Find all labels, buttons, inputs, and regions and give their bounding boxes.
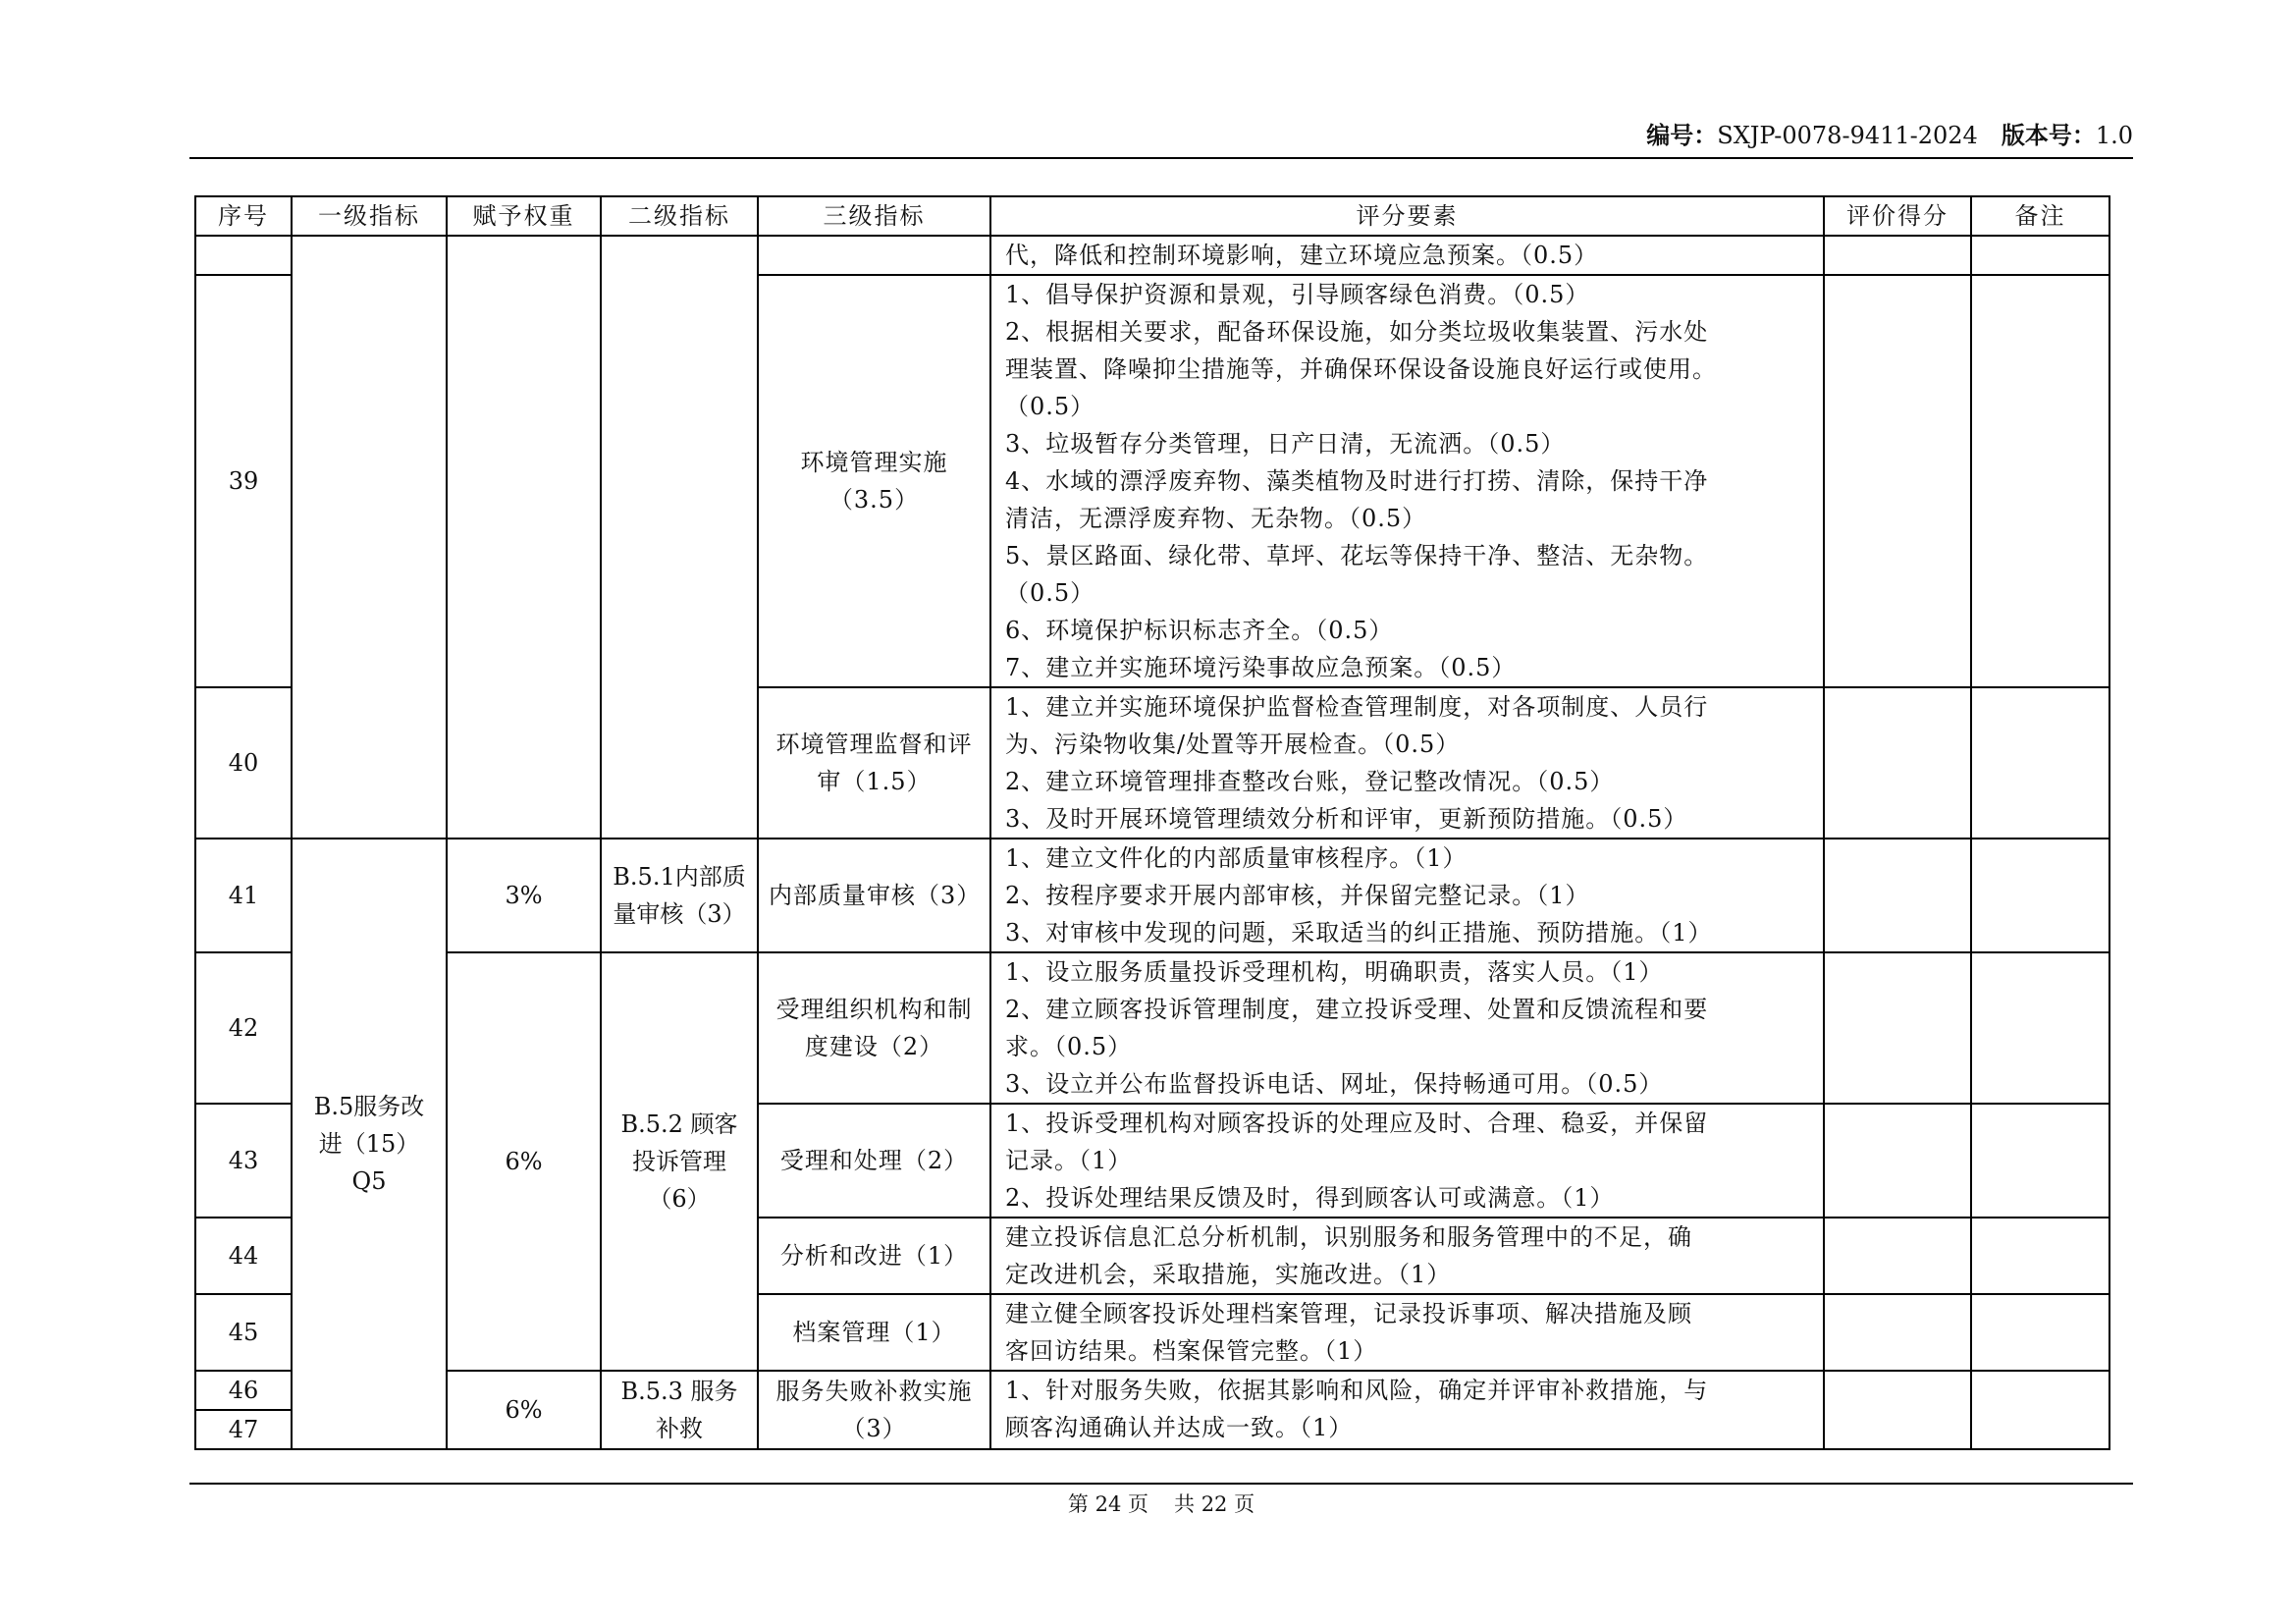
level3-cell: 分析和改进（1） — [758, 1218, 990, 1294]
requirement-line: 2、建立顾客投诉管理制度，建立投诉受理、处置和反馈流程和要 — [1005, 996, 1709, 1023]
page-total-prefix: 共 — [1174, 1492, 1195, 1516]
remarks-cell[interactable] — [1971, 952, 2109, 1104]
requirement-line: 记录。（1） — [1005, 1147, 1133, 1174]
requirement-line: 3、垃圾暂存分类管理，日产日清，无流洒。（0.5） — [1005, 430, 1566, 458]
requirement-line: 代，降低和控制环境影响，建立环境应急预案。（0.5） — [1005, 242, 1599, 269]
requirement-line: 定改进机会，采取措施，实施改进。（1） — [1005, 1261, 1452, 1288]
remarks-cell[interactable] — [1971, 839, 2109, 952]
requirement-line: 理装置、降噪抑尘措施等，并确保环保设备设施良好运行或使用。 — [1005, 355, 1717, 383]
requirement-line: 1、建立并实施环境保护监督检查管理制度，对各项制度、人员行 — [1005, 693, 1709, 721]
requirements-cell — [990, 839, 1824, 952]
level1-cell: B.5服务改进（15）Q5 — [292, 839, 447, 1449]
code-label: 编号： — [1646, 121, 1718, 149]
weight-cell: 6% — [447, 952, 601, 1371]
table-row — [195, 839, 2109, 952]
row-number: 40 — [195, 687, 292, 839]
level3-cell: 环境管理监督和评审（1.5） — [758, 687, 990, 839]
requirement-line: 清洁，无漂浮废弃物、无杂物。（0.5） — [1005, 505, 1427, 532]
col-header-no: 序号 — [195, 196, 292, 236]
requirement-line: 建立投诉信息汇总分析机制，识别服务和服务管理中的不足，确 — [1005, 1223, 1692, 1251]
requirement-line: 5、景区路面、绿化带、草坪、花坛等保持干净、整洁、无杂物。 — [1005, 542, 1709, 569]
requirement-line: 2、建立环境管理排查整改台账，登记整改情况。（0.5） — [1005, 768, 1615, 795]
table-header-row — [195, 196, 2109, 236]
remarks-cell[interactable] — [1971, 1104, 2109, 1218]
requirement-line: 3、设立并公布监督投诉电话、网址，保持畅通可用。（0.5） — [1005, 1070, 1664, 1098]
requirements-cell — [990, 236, 1824, 275]
requirement-line: 1、倡导保护资源和景观，引导顾客绿色消费。（0.5） — [1005, 281, 1590, 308]
requirement-line: 建立健全顾客投诉处理档案管理，记录投诉事项、解决措施及顾 — [1005, 1300, 1692, 1327]
level2-cell: B.5.3 服务补救 — [601, 1371, 758, 1449]
table-row — [195, 1371, 2109, 1410]
document-code: SXJP-0078-9411-2024 — [1717, 122, 1978, 149]
requirements-cell — [990, 952, 1824, 1104]
page-footer — [189, 1485, 2133, 1524]
table-row — [195, 236, 2109, 275]
page-suffix: 页 — [1234, 1492, 1255, 1516]
col-header-score: 评价得分 — [1824, 196, 1971, 236]
version-label: 版本号： — [2001, 121, 2096, 149]
remarks-cell[interactable] — [1971, 236, 2109, 275]
requirements-cell — [990, 687, 1824, 839]
score-cell[interactable] — [1824, 1371, 1971, 1449]
requirement-line: 4、水域的漂浮废弃物、藻类植物及时进行打捞、清除，保持干净 — [1005, 467, 1709, 495]
header-rule — [189, 157, 2133, 159]
remarks-cell[interactable] — [1971, 1371, 2109, 1449]
requirement-line: 1、建立文件化的内部质量审核程序。（1） — [1005, 844, 1468, 872]
level2-cell: B.5.1内部质量审核（3） — [601, 839, 758, 952]
requirement-line: 求。（0.5） — [1005, 1033, 1133, 1060]
weight-cell-empty — [447, 236, 601, 839]
col-header-level2: 二级指标 — [601, 196, 758, 236]
score-cell[interactable] — [1824, 687, 1971, 839]
score-cell[interactable] — [1824, 952, 1971, 1104]
remarks-cell[interactable] — [1971, 687, 2109, 839]
level2-cell-empty — [601, 236, 758, 839]
row-number: 41 — [195, 839, 292, 952]
requirement-line: 1、设立服务质量投诉受理机构，明确职责，落实人员。（1） — [1005, 958, 1664, 986]
level2-cell: B.5.2 顾客投诉管理（6） — [601, 952, 758, 1371]
page-mid: 页 — [1128, 1492, 1148, 1516]
requirement-line: 2、投诉处理结果反馈及时，得到顾客认可或满意。（1） — [1005, 1184, 1615, 1212]
score-cell[interactable] — [1824, 839, 1971, 952]
row-number: 47 — [195, 1410, 292, 1449]
evaluation-table — [194, 195, 2110, 1450]
level3-cell: 服务失败补救实施（3） — [758, 1371, 990, 1449]
requirement-line: 1、针对服务失败，依据其影响和风险，确定并评审补救措施，与 — [1005, 1377, 1709, 1404]
level3-cell — [758, 236, 990, 275]
page-prefix: 第 — [1067, 1492, 1089, 1516]
row-number: 44 — [195, 1218, 292, 1294]
requirement-line: （0.5） — [1005, 393, 1095, 420]
requirement-line: 1、投诉受理机构对顾客投诉的处理应及时、合理、稳妥，并保留 — [1005, 1110, 1709, 1137]
col-header-remarks: 备注 — [1971, 196, 2109, 236]
row-number: 46 — [195, 1371, 292, 1410]
score-cell[interactable] — [1824, 236, 1971, 275]
level3-cell: 受理组织机构和制度建设（2） — [758, 952, 990, 1104]
requirements-cell — [990, 1294, 1824, 1371]
col-header-weight: 赋予权重 — [447, 196, 601, 236]
score-cell[interactable] — [1824, 1104, 1971, 1218]
score-cell[interactable] — [1824, 1294, 1971, 1371]
level3-cell: 环境管理实施（3.5） — [758, 275, 990, 687]
version-number: 1.0 — [2095, 122, 2133, 149]
requirement-line: 客回访结果。档案保管完整。（1） — [1005, 1337, 1378, 1365]
requirement-line: 3、及时开展环境管理绩效分析和评审，更新预防措施。（0.5） — [1005, 805, 1688, 833]
remarks-cell[interactable] — [1971, 1294, 2109, 1371]
requirement-line: 7、建立并实施环境污染事故应急预案。（0.5） — [1005, 654, 1517, 681]
score-cell[interactable] — [1824, 1218, 1971, 1294]
requirements-cell — [990, 1218, 1824, 1294]
level3-cell: 受理和处理（2） — [758, 1104, 990, 1218]
page-current: 24 — [1095, 1492, 1122, 1516]
level1-cell-empty — [292, 236, 447, 839]
col-header-requirements: 评分要素 — [990, 196, 1824, 236]
weight-cell: 3% — [447, 839, 601, 952]
row-number: 43 — [195, 1104, 292, 1218]
weight-cell: 6% — [447, 1371, 601, 1449]
col-header-level1: 一级指标 — [292, 196, 447, 236]
document-header — [189, 116, 2133, 155]
row-number: 45 — [195, 1294, 292, 1371]
level3-cell: 内部质量审核（3） — [758, 839, 990, 952]
requirements-cell — [990, 275, 1824, 687]
requirements-cell — [990, 1371, 1824, 1449]
level3-cell: 档案管理（1） — [758, 1294, 990, 1371]
requirement-line: 2、根据相关要求，配备环保设施，如分类垃圾收集装置、污水处 — [1005, 318, 1709, 346]
row-number: 42 — [195, 952, 292, 1104]
requirement-line: 顾客沟通确认并达成一致。（1） — [1005, 1414, 1354, 1441]
score-cell[interactable] — [1824, 275, 1971, 687]
remarks-cell[interactable] — [1971, 275, 2109, 687]
requirement-line: 6、环境保护标识标志齐全。（0.5） — [1005, 617, 1394, 644]
table-row — [195, 952, 2109, 1104]
page-total: 22 — [1201, 1492, 1228, 1516]
row-number: 39 — [195, 275, 292, 687]
col-header-level3: 三级指标 — [758, 196, 990, 236]
requirements-cell — [990, 1104, 1824, 1218]
row-number — [195, 236, 292, 275]
requirement-line: 为、污染物收集/处置等开展检查。（0.5） — [1005, 731, 1461, 758]
requirement-line: 2、按程序要求开展内部审核，并保留完整记录。（1） — [1005, 882, 1590, 909]
remarks-cell[interactable] — [1971, 1218, 2109, 1294]
requirement-line: （0.5） — [1005, 579, 1095, 607]
requirement-line: 3、对审核中发现的问题，采取适当的纠正措施、预防措施。（1） — [1005, 919, 1713, 947]
